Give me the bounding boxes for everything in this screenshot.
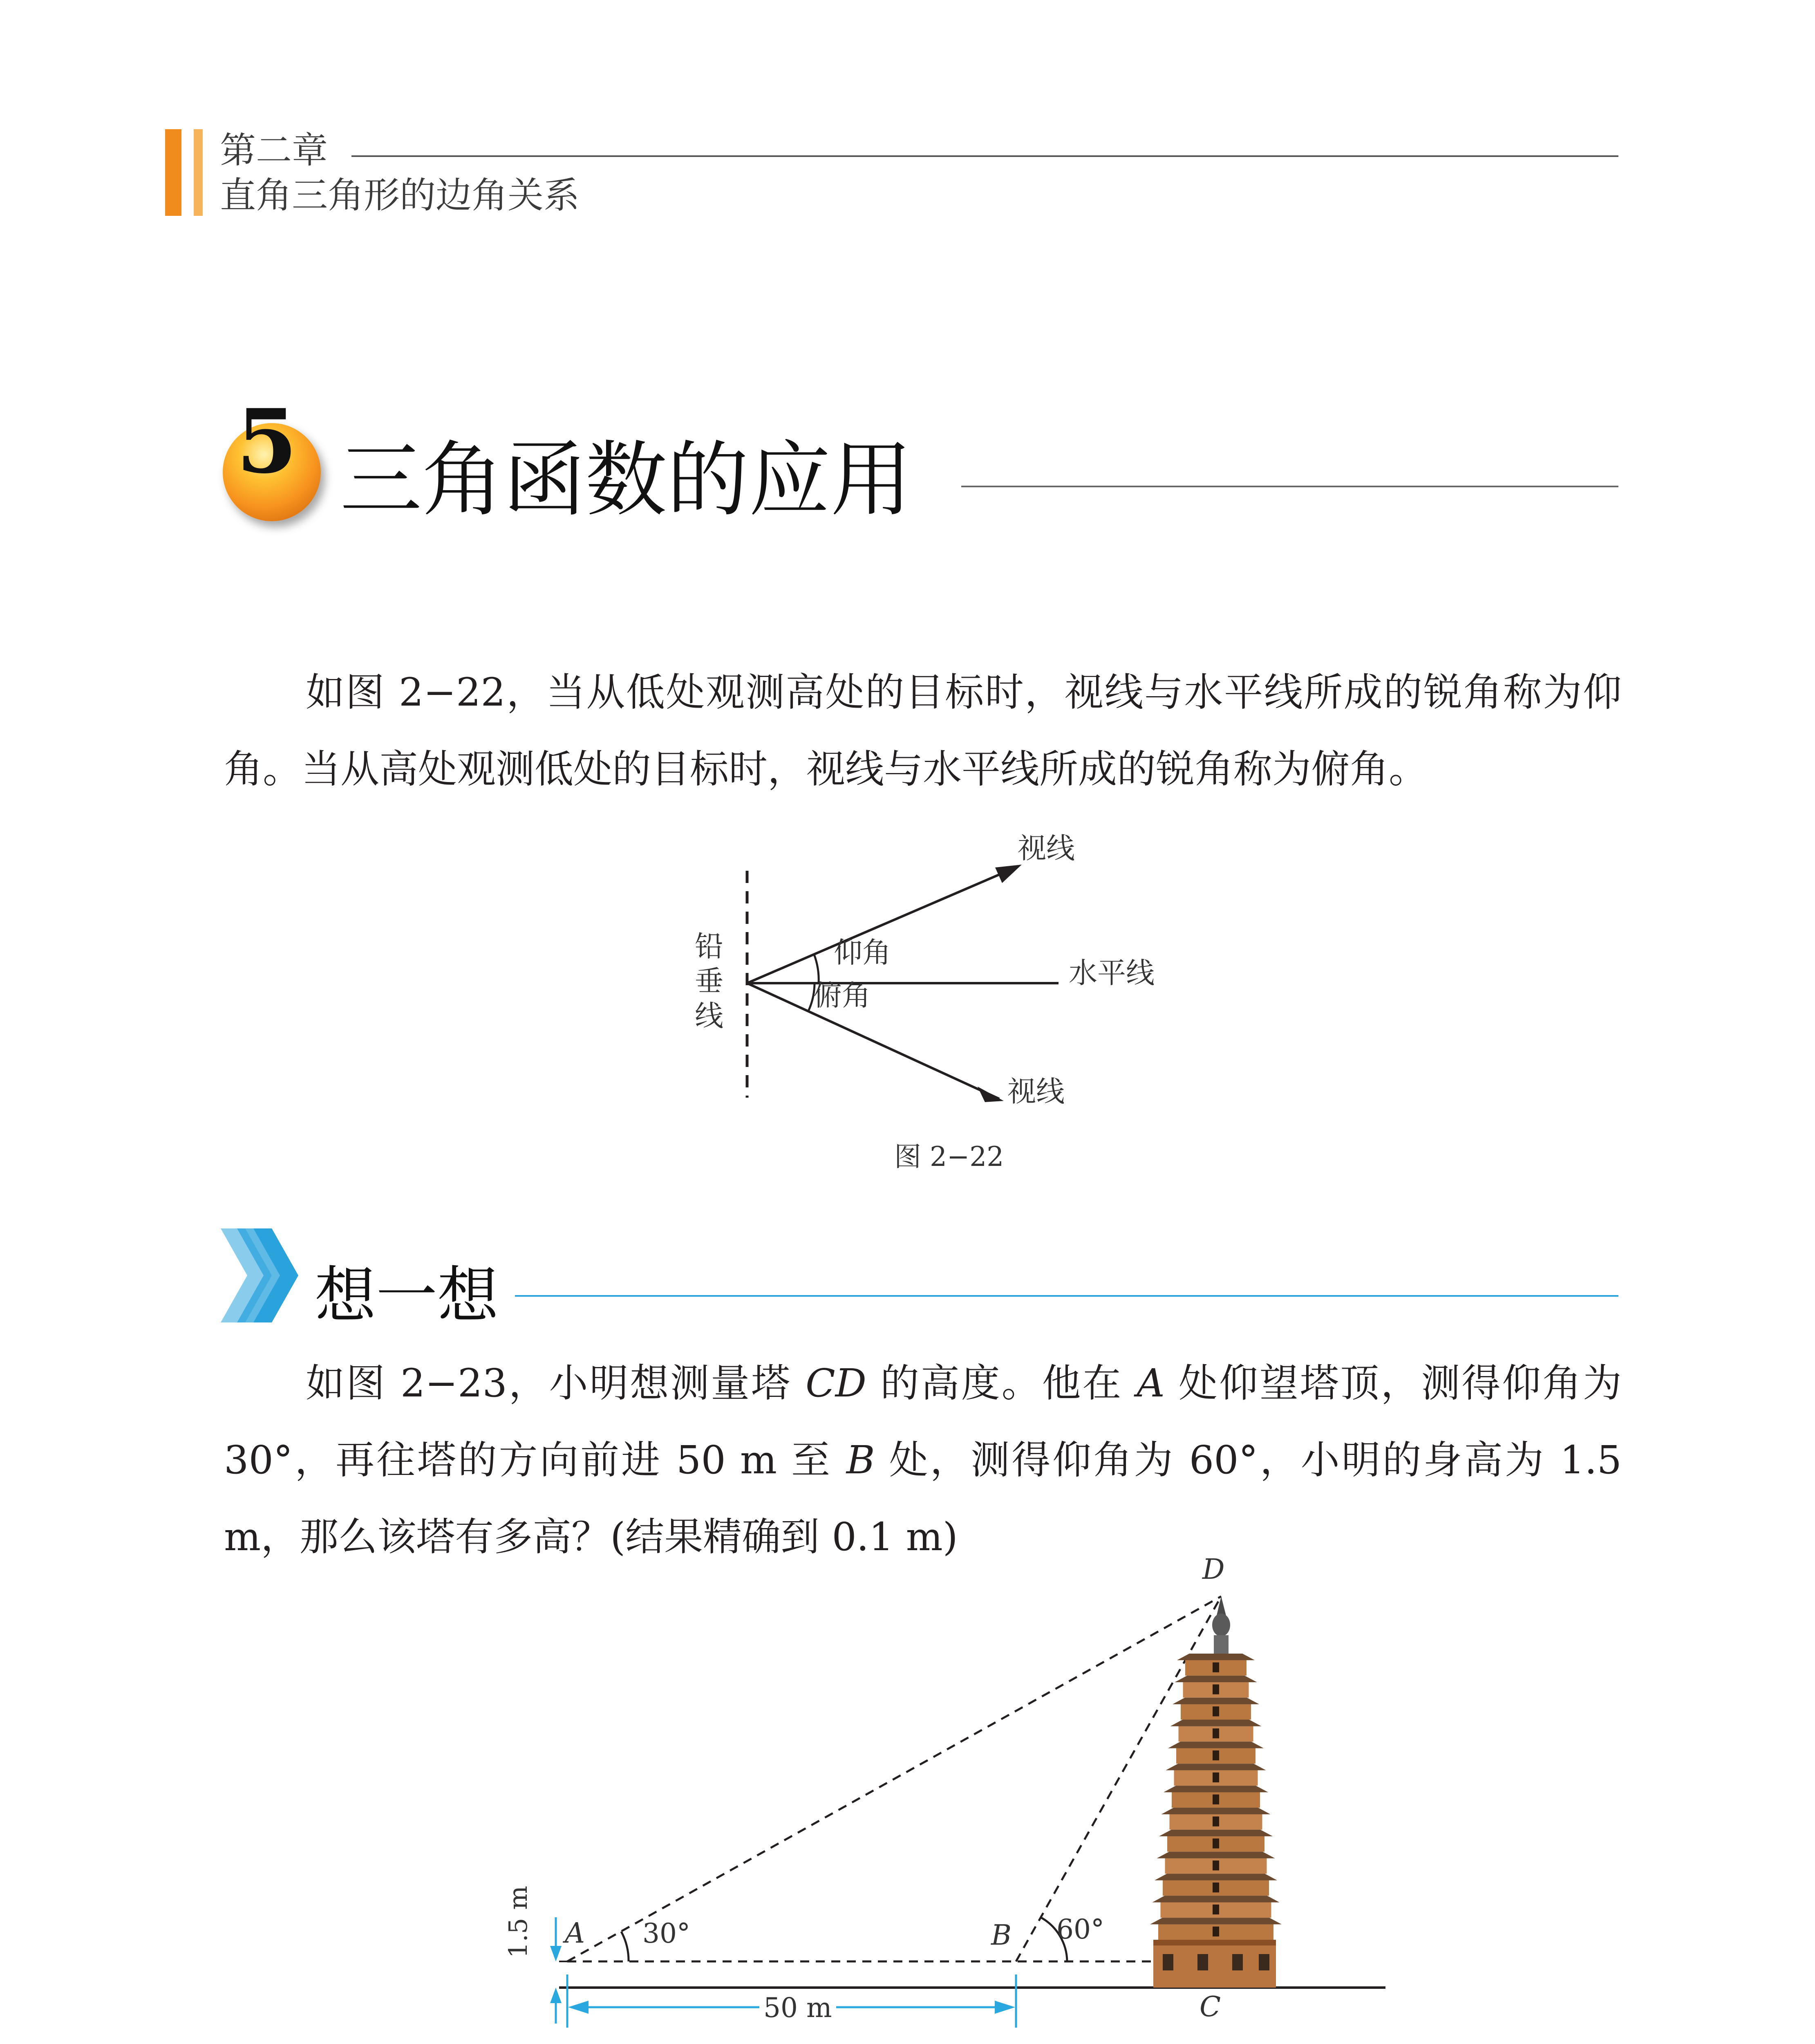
pagoda-eave — [1153, 1896, 1280, 1902]
pagoda-window — [1213, 1905, 1219, 1914]
distance-arrowhead-left — [568, 2001, 589, 2014]
pagoda-window — [1213, 1706, 1219, 1716]
pagoda-eave — [1166, 1764, 1266, 1770]
section-title: 三角函数的应用 — [340, 433, 913, 528]
figure-2-22-caption: 图 2−22 — [894, 1141, 1004, 1172]
pagoda-window — [1213, 1838, 1219, 1848]
pagoda-window — [1213, 1860, 1219, 1870]
angle-b-label: 60° — [1056, 1914, 1104, 1945]
var-cd: CD — [806, 1361, 866, 1406]
distance-arrowhead-right — [995, 2001, 1015, 2014]
pagoda-window — [1213, 1750, 1219, 1760]
chapter-title: 直角三角形的边角关系 — [220, 174, 580, 216]
label-sight-up: 视线 — [1018, 831, 1075, 865]
pagoda-window — [1213, 1795, 1219, 1804]
height-label: 1.5 m — [503, 1885, 533, 1958]
think-paragraph: 如图 2−23，小明想测量塔 CD 的高度。他在 A 处仰望塔顶，测得仰角为 30°，再往塔的方向前进 50 m 至 B 处，测得仰角为 60°，小明的身高为 1.5 m，那么该塔有多高？(结果精确到 0.1 m) — [224, 1361, 1622, 1560]
pagoda-window — [1213, 1684, 1219, 1694]
pagoda-window — [1213, 1728, 1219, 1738]
pagoda-window — [1213, 1927, 1219, 1936]
intro-paragraph: 如图 2−22，当从低处观测高处的目标时，视线与水平线所成的锐角称为仰角。当从高处观测低处的目标时，视线与水平线所成的锐角称为俯角。 — [224, 670, 1622, 792]
var-a: A — [1137, 1361, 1165, 1406]
var-b: B — [846, 1438, 875, 1483]
label-depression-angle: 俯角 — [813, 979, 871, 1012]
pagoda-eave — [1173, 1698, 1259, 1704]
pagoda-window — [1213, 1883, 1219, 1892]
pagoda-eave — [1175, 1676, 1257, 1682]
pagoda-eave — [1177, 1654, 1255, 1660]
angle-arc-a — [621, 1932, 629, 1961]
think-heading: 想一想 — [315, 1260, 499, 1331]
label-vertical-3: 线 — [695, 999, 723, 1033]
sight-line-from-a — [567, 1596, 1221, 1961]
angle-a-label: 30° — [642, 1918, 690, 1949]
distance-label: 50 m — [759, 1992, 836, 2024]
pagoda-eave — [1168, 1741, 1264, 1748]
pagoda-window — [1213, 1663, 1219, 1672]
pagoda-eave — [1157, 1852, 1275, 1858]
pagoda-window — [1213, 1816, 1219, 1826]
label-elevation-angle: 仰角 — [834, 936, 891, 969]
label-horizontal: 水平线 — [1069, 956, 1155, 990]
chapter-label: 第二章 — [220, 129, 328, 171]
pagoda-eave — [1164, 1786, 1268, 1792]
sight-down-arrowhead — [978, 1087, 1004, 1102]
sight-line-down — [747, 983, 999, 1099]
sight-up-arrowhead — [995, 865, 1022, 883]
pagoda-eave — [1170, 1720, 1262, 1726]
think-rule — [515, 1295, 1618, 1297]
point-c-label: C — [1200, 1991, 1221, 2023]
pagoda-tower-image — [1150, 1596, 1282, 1988]
height-arrowhead-bottom — [550, 1988, 562, 2003]
pagoda-eave — [1155, 1874, 1277, 1880]
label-vertical-2: 垂 — [695, 964, 723, 998]
point-d-label: D — [1202, 1553, 1225, 1586]
point-b-label: B — [991, 1919, 1012, 1952]
think-chevron-icon — [221, 1228, 311, 1322]
point-a-label: A — [565, 1917, 585, 1950]
pagoda-eave — [1162, 1808, 1271, 1814]
label-sight-down: 视线 — [1007, 1075, 1065, 1108]
label-vertical-1: 铅 — [695, 930, 723, 963]
pagoda-window — [1213, 1773, 1219, 1782]
section-number: 5 — [236, 390, 298, 493]
pagoda-eave — [1150, 1918, 1282, 1924]
height-arrowhead-top — [550, 1946, 562, 1961]
pagoda-eave — [1159, 1830, 1273, 1836]
